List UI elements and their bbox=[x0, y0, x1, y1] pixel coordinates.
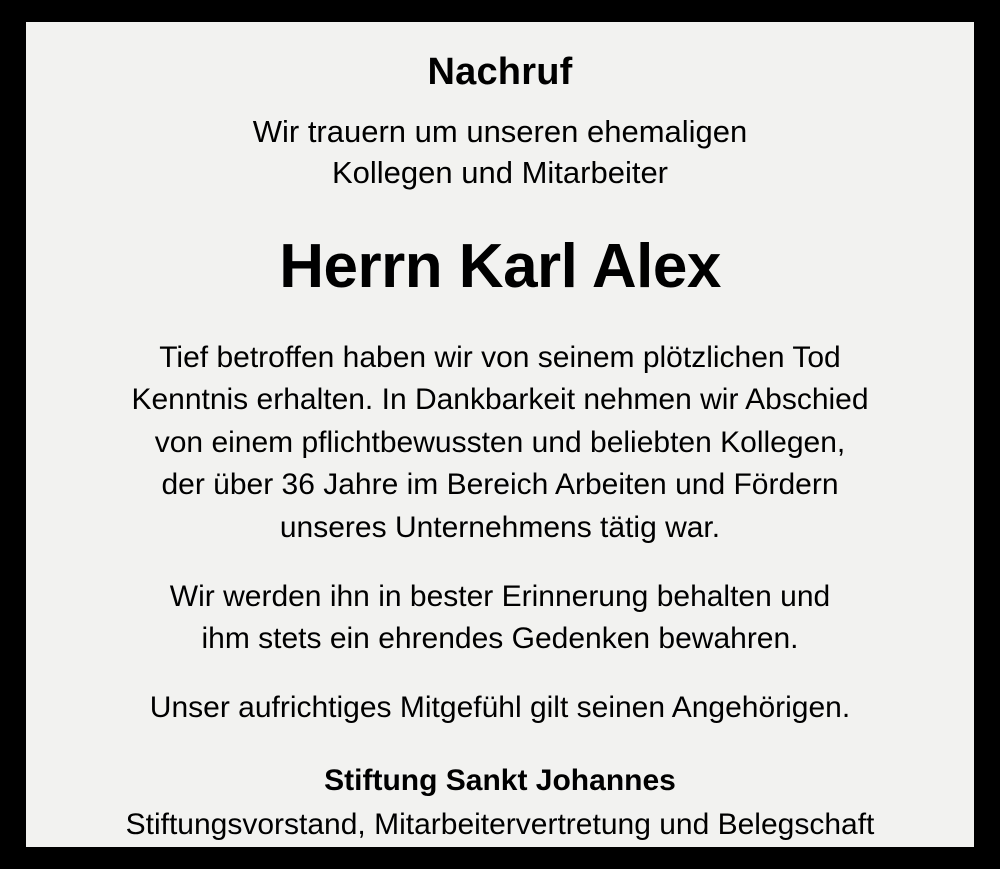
paragraph-2-line-1: Wir werden ihn in bester Erinnerung behalten und bbox=[169, 579, 831, 613]
paragraph-2 bbox=[170, 576, 830, 661]
intro-line-1: Wir trauern um unseren ehemaligen bbox=[252, 113, 748, 149]
obituary-card bbox=[26, 22, 974, 847]
paragraph-3-line-1: Unser aufrichtiges Mitgefühl gilt seinen Angehörigen. bbox=[149, 690, 851, 724]
paragraph-1-line-2: Kenntnis erhalten. In Dankbarkeit nehmen wir Abschied bbox=[131, 383, 869, 417]
paragraph-3 bbox=[150, 687, 850, 730]
paragraph-1-line-4: der über 36 Jahre im Bereich Arbeiten und Fördern bbox=[161, 468, 839, 502]
paragraph-1 bbox=[131, 337, 868, 550]
paragraph-1-line-5: unseres Unternehmens tätig war. bbox=[279, 511, 721, 545]
signature-organization: Stiftung Sankt Johannes bbox=[324, 764, 676, 798]
signature-roles: Stiftungsvorstand, Mitarbeitervertretung und Belegschaft bbox=[125, 808, 875, 842]
intro-text bbox=[253, 112, 748, 194]
deceased-name: Herrn Karl Alex bbox=[279, 231, 721, 301]
paragraph-1-line-1: Tief betroffen haben wir von seinem plötzlichen Tod bbox=[159, 340, 841, 374]
paragraph-1-line-3: von einem pflichtbewussten und beliebten Kollegen, bbox=[154, 425, 846, 459]
paragraph-2-line-2: ihm stets ein ehrendes Gedenken bewahren. bbox=[201, 622, 799, 656]
notice-heading: Nachruf bbox=[427, 51, 573, 93]
intro-line-2: Kollegen und Mitarbeiter bbox=[331, 154, 669, 190]
